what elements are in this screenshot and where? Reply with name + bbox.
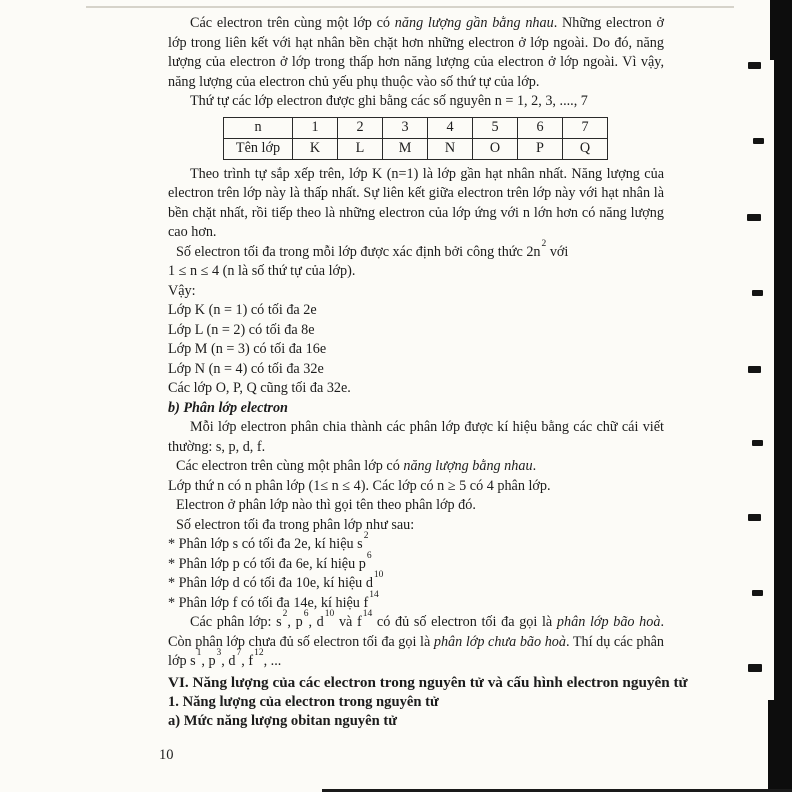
- star-line-p: * Phân lớp p có tối đa 6e, kí hiệu $p^6$: [168, 550, 372, 572]
- paragraph-max-formula: Số electron tối đa trong mỗi lớp được xác định bởi công thức $2n^2$ với: [176, 238, 569, 260]
- star-line-f: * Phân lớp f có tối đa 14e, kí hiệu $f^{14}$: [168, 589, 379, 611]
- heading-sublayer: b) Phân lớp electron: [168, 399, 288, 416]
- table-cell: 2: [338, 117, 383, 138]
- table-cell: N: [428, 138, 473, 159]
- list-item-layer-l: Lớp L (n = 2) có tối đa 8e: [168, 321, 315, 338]
- scan-mark: [753, 138, 764, 144]
- paragraph-sublayer-intro: Mỗi lớp electron phân chia thành các phân lớp được kí hiệu bằng các chữ cái viết thường: s, p, d, f.: [168, 419, 664, 455]
- table-cell: O: [473, 138, 518, 159]
- section-heading-vi: VI. Năng lượng của các electron trong nguyên tử và cấu hình electron nguyên tử: [168, 673, 688, 691]
- list-item-layer-m: Lớp M (n = 3) có tối đa 16e: [168, 341, 327, 357]
- line-vay: Vậy:: [168, 282, 196, 299]
- table-cell: P: [518, 138, 563, 159]
- table-cell: 6: [518, 117, 563, 138]
- scan-mark: [748, 664, 762, 672]
- table-cell: 1: [293, 117, 338, 138]
- page-number: 10: [159, 747, 174, 763]
- table-cell: Q: [563, 138, 608, 159]
- scan-mark: [748, 62, 761, 69]
- list-item-layer-k: Lớp K (n = 1) có tối đa 2e: [168, 302, 317, 318]
- heading-1-energy: 1. Năng lượng của electron trong nguyên tử: [168, 693, 439, 710]
- heading-a-orbital: a) Mức năng lượng obitan nguyên tử: [168, 713, 397, 729]
- paragraph-max-intro: Số electron tối đa trong phân lớp như sau:: [176, 516, 415, 533]
- scan-artifact: [768, 700, 776, 792]
- list-item-layer-n: Lớp N (n = 4) có tối đa 32e: [168, 360, 324, 377]
- scan-mark: [752, 590, 763, 596]
- paragraph-electron-energy: Các electron trên cùng một lớp có năng lượng gần bằng nhau. Những electron ở lớp trong liên kết với hạt nhân bền chặt hơn những electron ở lớp ngoài. Do đó, năng lượng của electron ở lớp trong thấp hơn năng lượng của electron ở lớp ngoài. Vì vậy, năng lượng của electron chủ yếu phụ thuộc vào số thứ tự của lớp.: [168, 15, 664, 90]
- electron-layers-table: [223, 117, 608, 160]
- paragraph-n-sublayers: Lớp thứ n có n phân lớp (1≤ n ≤ 4). Các lớp có n ≥ 5 có 4 phân lớp.: [168, 477, 551, 494]
- table-cell: L: [338, 138, 383, 159]
- paragraph-naming: Electron ở phân lớp nào thì gọi tên theo phân lớp đó.: [176, 497, 476, 513]
- scan-mark: [747, 214, 761, 221]
- table-cell: n: [224, 117, 293, 138]
- table-cell: M: [383, 138, 428, 159]
- table-row-n: [224, 117, 608, 138]
- table-cell: 5: [473, 117, 518, 138]
- page-edge-strip: [774, 0, 792, 792]
- paragraph-layer-order: Thứ tự các lớp electron được ghi bằng các số nguyên n = 1, 2, 3, ...., 7: [190, 93, 588, 109]
- paragraph-saturated: Các phân lớp: $s^2$, $p^6$, $d^{10}$ và $f^{14}$ có đủ số electron tối đa gọi là phân lớp bão hoà. Còn phân lớp chưa đủ số electron tối đa gọi là phân lớp chưa bão hoà. Thí dụ các phân lớp $s^1$, $p^3$, $d^7$, $f^{12}$, ...: [168, 609, 665, 669]
- page-content: [168, 14, 688, 732]
- table-row-layer-names: [224, 138, 608, 159]
- scan-mark: [752, 440, 763, 446]
- scan-mark: [748, 514, 761, 521]
- line-n-constraint: 1 ≤ n ≤ 4 (n là số thứ tự của lớp).: [168, 263, 356, 279]
- list-item-layers-opq: Các lớp O, P, Q cũng tối đa 32e.: [168, 380, 351, 396]
- scan-mark: [752, 290, 763, 296]
- paragraph-arrangement: Theo trình tự sắp xếp trên, lớp K (n=1) là lớp gần hạt nhân nhất. Năng lượng của electron trên lớp này là thấp nhất. Sự liên kết giữa electron trên lớp này với hạt nhân là bền chặt nhất, rồi tiếp theo là những electron của lớp ứng với n lớn hơn có năng lượng cao hơn.: [168, 165, 664, 240]
- table-cell: 3: [383, 117, 428, 138]
- table-cell: 7: [563, 117, 608, 138]
- scan-mark: [748, 366, 761, 373]
- star-line-s: * Phân lớp s có tối đa 2e, kí hiệu $s^2$: [168, 531, 369, 552]
- table-cell: Tên lớp: [224, 138, 293, 159]
- scan-edge-line: [86, 6, 734, 8]
- scan-artifact: [770, 0, 776, 60]
- table-cell: 4: [428, 117, 473, 138]
- paragraph-same-energy: Các electron trên cùng một phân lớp có năng lượng bằng nhau.: [176, 458, 537, 474]
- table-cell: K: [293, 138, 338, 159]
- star-line-d: * Phân lớp d có tối đa 10e, kí hiệu $d^{10}$: [168, 570, 384, 591]
